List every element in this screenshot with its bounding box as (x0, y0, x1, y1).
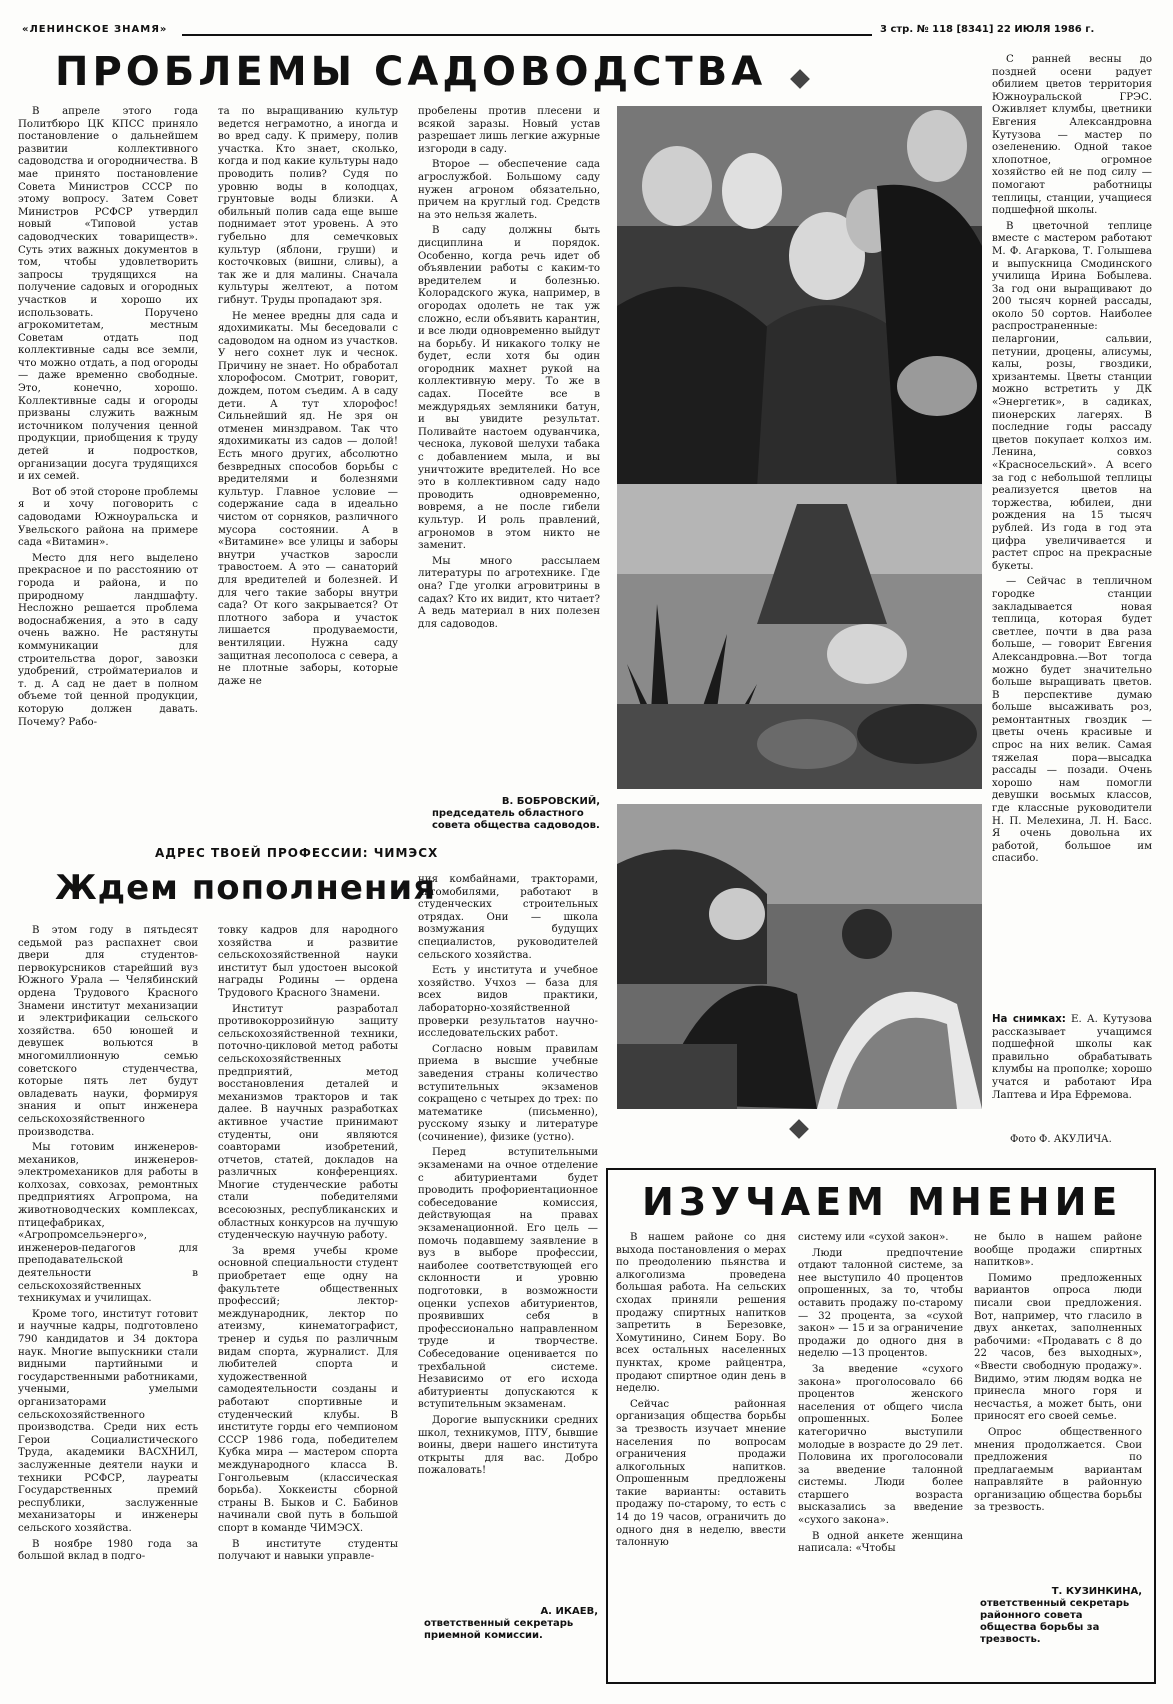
paragraph: Есть у института и учебное хозяйство. Учхоз — база для всех видов практики, лабораторно-хозяйственной проверки результатов научно-исследовательских работ. (418, 965, 598, 1040)
article2-column-2 (218, 925, 398, 1690)
paragraph: За введение «сухого закона» проголосовало 66 процентов женского населения от общего числа опрошенных. Более категорично выступили молодые в возрасте до 29 лет. Половина их проголосовали за введение талонной системы. Люди более старшего возраста высказались за введение «сухого закона». (798, 1363, 963, 1527)
article1-column-1 (18, 106, 198, 836)
article3-text (992, 54, 1152, 1014)
paragraph: В нашем районе со дня выхода постановления о мерах по преодолению пьянства и алкоголизма проведена большая работа. На сельских сходах приняли решения продажу спиртных напитков запретить в Березовке, Хомутинино, Синем Бору. Во всех остальных населенных пунктах, кроме райцентра, продают спиртное один день в неделю. (616, 1232, 786, 1395)
paragraph: Место для него выделено прекрасное и по расстоянию от города и района, и по природному ландшафту. Несложно решается проблема водоснабжения, а это в саду очень важно. Не растянуты коммуникации для строительства дорог, завозки удобрений, стройматериалов и т. д. А сад не дает в полном объеме той ценной продукции, которую должен давать. Почему? Рабо- (18, 552, 198, 728)
paragraph: С ранней весны до поздней осени радует обилием цветов территория Южноуральской ГРЭС. Оживляет клумбы, цветники Евгения Александровна Кутузова — мастер по озеленению. Одной такое хлопотное, огромное хозяйство ей не под силу — помогают работницы теплицы, станции, учащиеся подшефной школы. (992, 54, 1152, 217)
paragraph: Институт разработал противокоррозийную защиту сельскохозяйственной техники, поточно-цикловой метод работы сельскохозяйственных предприятий, метод восстановления деталей и механизмов тракторов и так далее. В научных разработках активное участие принимают студенты, они являются соавторами изобретений, отчетов, статей, докладов на различных конференциях. Многие студенческие работы стали победителями всесоюзных, республиканских и областных конкурсов на лучшую студенческую научную работу. (218, 1003, 398, 1242)
paragraph: Вот об этой стороне проблемы я и хочу поговорить с садоводами Южноуральска и Увельского района на примере сада «Витамин». (18, 486, 198, 549)
paragraph: не было в нашем районе вообще продажи спиртных напитков». (974, 1232, 1142, 1269)
article2-rubric: АДРЕС ТВОЕЙ ПРОФЕССИИ: ЧИМЭСХ (155, 846, 439, 860)
article-title: ПРОБЛЕМЫ САДОВОДСТВА (55, 49, 767, 95)
article1-signature (418, 796, 600, 832)
paragraph: товку кадров для народного хозяйства и развитие сельскохозяйственной науки институт был удостоен высокой награды Родины — ордена Трудового Красного Знамени. (218, 925, 398, 999)
paragraph: Второе — обеспечение сада агрослужбой. Большому саду нужен агроном обязательно, причем на круглый год. Средств на это нельзя жалеть. (418, 159, 600, 221)
students-with-teacher-photo (617, 106, 982, 488)
photo-credit: Фото Ф. АКУЛИЧА. (1010, 1134, 1112, 1145)
paragraph: Опрос общественного мнения продолжается. Свои предложения по предлагаемым вариантам направляйте в районную организацию общества борьбы за трезвость. (974, 1426, 1142, 1514)
article1-column-3 (418, 106, 600, 796)
signature-role: ответственный секретарь приемной комиссии. (424, 1618, 574, 1641)
paragraph: В цветочной теплице вместе с мастером работают М. Ф. Агаркова, Т. Голышева и выпускница Смодинского училища Ирина Бобылева. За год они выращивают до 200 тысяч корней рассады, около 50 сортов. Наиболее распространенные: пеларгонии, сальвии, петунии, дроцены, алисумы, калы, розы, гвоздики, хризантемы. Цветы станции можно встретить у ДК «Энергетик», в садиках, пионерских лагерях. В последние годы рассаду цветов покупает колхоз им. Ленина, совхоз «Красносельский». А всего за год с небольшой теплицы реализуется цветов на торжества, юбилеи, дни рождения на 15 тысяч рублей. Из года в год эта цифра увеличивается и растет спрос на прекрасные букеты. (992, 220, 1152, 572)
caption-text: Е. А. Кутузова рассказывает учащимся подшефной школы как правильно обрабатывать клумбы на прополке; хорошо учатся и работают Ира Лаптева и Ира Ефремова. (992, 1014, 1152, 1101)
article4-column-3 (974, 1232, 1142, 1582)
article4-column-1 (616, 1232, 786, 1672)
signature-role: председатель областного совета общества садоводов. (432, 808, 600, 831)
article2-title: Ждем пополнения (55, 868, 437, 908)
paragraph: Перед вступительными экзаменами на очное отделение с абитуриентами будет проводить профориентационное собеседование комиссия, действующая на правах экзаменационной. Его цель — помочь подавшему заявление в вуз в выборе профессии, наиболее соответствующей его склонности и уровню подготовки, в возможности оценки успехов абитуриентов, проявивших себя в профессионально направленном труде и творчестве. Собеседование оценивается по трехбальной системе. Независимо от его исхода абитуриенты допускаются к вступительным экзаменам. (418, 1147, 598, 1411)
paragraph: Помимо предложенных вариантов опроса люди писали свои предложения. Вот, например, что гласило в двух анкетах, заполненных рабочими: «Продавать с 8 до 22 часов, без выходных», «Ввести свободную продажу». Видимо, этим людям водка не принесла много горя и несчастья, а может быть, они приносят его своей семье. (974, 1272, 1142, 1423)
paragraph: Дорогие выпускники средних школ, техникумов, ПТУ, бывшие воины, двери нашего института открыты для вас. Добро пожаловать! (418, 1414, 598, 1477)
paragraph: В этом году в пятьдесят седьмой раз распахнет свои двери для студентов-первокурсников старейший вуз Южного Урала — Челябинский ордена Трудового Красного Знамени институт механизации и электрификации сельского хозяйства. 650 юношей и девушек вольются в многомиллионную семью советского студенчества, которые пять лет будут овладевать науки, формируя знания и опыт инженера сельскохозяйственного производства. (18, 925, 198, 1138)
paragraph: Мы много рассылаем литературы по агротехнике. Где она? Где уголки агровитрины в садах? Кто их видит, кто читает? А ведь материал в них полезен для садоводов. (418, 555, 600, 630)
paragraph: Кроме того, институт готовит и научные кадры, подготовлено 790 кандидатов и 34 доктора наук. Многие выпускники стали видными партийными и государственными работниками, учеными, умелыми организаторами сельскохозяйственного производства. Среди них есть Герои Социалистического Труда, академики ВАСХНИЛ, заслуженные деятели науки и техники РСФСР, лауреаты Государственных премий республики, заслуженные механизаторы и инженеры сельского хозяйства. (18, 1308, 198, 1534)
article1-column-2 (218, 106, 398, 836)
signature-role: ответственный секретарь районного совета общества борьбы за трезвость. (980, 1598, 1130, 1645)
header-rule (182, 34, 872, 36)
article2-column-3 (418, 874, 598, 1602)
paragraph: систему или «сухой закон». (798, 1232, 949, 1243)
photo-caption (992, 1014, 1152, 1110)
article4-box (606, 1168, 1156, 1684)
paragraph: ния комбайнами, тракторами, автомобилями, работают в студенческих строительных отрядах. Они — школа возмужания будущих специалистов, руководителей сельского хозяйства. (418, 874, 598, 961)
paragraph: В одной анкете женщина написала: «Чтобы (798, 1530, 963, 1555)
paragraph: — Сейчас в тепличном городке станции закладывается новая теплица, которая будет светлее, почти в два раза больше, — говорит Евгения Александровна.—Вот тогда можно будет значительно больше выращивать цветов. В перспективе думаю больше высаживать роз, ремонтантных гвоздик — цветы очень красивые и спрос на них велик. Самая тяжелая пора—высадка рассады — позади. Очень хорошо нам помогли девушки восьмых классов, где классные руководители Н. П. Мелехина, Л. Н. Басс. Я очень довольна их работой, большое им спасибо. (992, 576, 1152, 865)
newspaper-name: «ЛЕНИНСКОЕ ЗНАМЯ» (22, 24, 168, 35)
paragraph: Люди предпочтение отдают талонной системе, за нее выступило 40 процентов опрошенных, за то, чтобы оставить продажу по-старому — 32 процента, за «сухой закон» — 15 и за ограничение продажи до одного дня в неделю —13 процентов. (798, 1247, 963, 1360)
paragraph: Согласно новым правилам приема в высшие учебные заведения страны количество вступительных экзаменов сокращено с четырех до трех: по математике (письменно), русскому языку и литературе (сочинение), физике (устно). (418, 1043, 598, 1143)
article4-title: ИЗУЧАЕМ МНЕНИЕ (642, 1180, 1123, 1224)
paragraph: та по выращиванию культур ведется неграмотно, а иногда и во вред саду. К примеру, полив участка. Кто знает, сколько, когда и под какие культуры надо проводить полив? Судя по уровню воды в колодцах, грунтовые воды близки. А обильный полив сада еще выше поднимает этот уровень. А это губельно для семечковых культур (яблони, груши) и косточковых (вишни, сливы), а так же и для малины. Сначала культуры желтеют, а потом гибнут. Труды пропадают зря. (218, 106, 398, 306)
paragraph: Не менее вредны для сада и ядохимикаты. Мы беседовали с садоводом на одном из участков. У него сохнет лук и чеснок. Причину не знает. Но обработал хлорофосом. Смотрит, говорит, дождем, потом съедим. А в саду дети. А тут хлорофос! Сильнейший яд. Не зря он отменен минздравом. Так что ядохимикаты из садов — долой! Есть много других, абсолютно безвредных способов борьбы с вредителями и болезнями культур. Главное условие — содержание сада в идеально чистом от сорняков, различного мусора состоянии. А в «Витамине» все улицы и заборы внутри участков заросли травостоем. А это — санаторий для вредителей и болезней. И для чего такие заборы внутри сада? От кого закрывается? От плотного забора и участок лишается продуваемости, вентиляции. Нужна саду защитная лесополоса с севера, а не плотные заборы, которые даже не (218, 310, 398, 687)
signature-name: А. ИКАЕВ, (540, 1606, 598, 1617)
signature-name: Т. КУЗИНКИНА, (1051, 1586, 1142, 1597)
issue-info: 3 стр. № 118 [8341] 22 ИЮЛЯ 1986 г. (880, 24, 1095, 35)
article4-signature (974, 1586, 1142, 1646)
paragraph: В ноябре 1980 года за большой вклад в подго- (18, 1538, 198, 1563)
garden-plants-photo (617, 484, 982, 789)
article4-column-2 (798, 1232, 963, 1672)
paragraph: В институте студенты получают и навыки управле- (218, 1538, 398, 1563)
paragraph: За время учебы кроме основной специальности студент приобретает еще одну на факультете общественных профессий; лектор-международник, лектор по атеизму, кинематографист, тренер и судья по различным видам спорта, журналист. Для любителей спорта и художественной самодеятельности созданы и работают спортивные и студенческий клубы. В институте горды его чемпионом СССР 1986 года, победителем Кубка мира — мастером спорта международного класса В. Гонгольевым (классическая борьба). Хоккеисты сборной страны В. Быков и С. Бабинов начинали свой путь в большой спорт в команде ЧИМЭСХ. (218, 1245, 398, 1534)
paragraph: пробелены против плесени и всякой заразы. Новый устав разрешает лишь легкие ажурные изгороди в саду. (418, 106, 600, 155)
students-weeding-photo (617, 804, 982, 1109)
article2-signature (418, 1606, 598, 1642)
ornament-diamond (789, 1119, 809, 1139)
paragraph: Сейчас районная организация общества борьбы за трезвость изучает мнение населения по вопросам ограничения продажи алкогольных напитков. Опрошенным предложены такие варианты: оставить продажу по-старому, то есть с 14 до 19 часов, ограничить до одного дня в неделю, ввести талонную (616, 1398, 786, 1549)
article2-column-1 (18, 925, 198, 1690)
ornament-diamond (790, 69, 810, 89)
paragraph: В саду должны быть дисциплина и порядок. Особенно, когда речь идет об объявлении работы с каким-то вредителем и болезнью. Колорадского жука, например, в огородах одолеть не так уж сложно, если объявить карантин, и все люди одновременно выйдут на борьбу. И никакого толку не будет, если хотя бы один огородник махнет рукой на коллективную меру. То же в садах. Посейте все в междурядьях земляники батун, и вы увидите результат. Поливайте настоем одуванчика, чеснока, луковой шелухи табака с добавлением мыла, и вы уничтожите вредителей. Но все это в коллективном саду надо проводить одновременно, вовремя, а не после гибели культур. И роль правлений, агрономов в этом никто не заменит. (418, 225, 600, 552)
caption-label: На снимках: (992, 1014, 1066, 1025)
signature-name: В. БОБРОВСКИЙ, (501, 796, 600, 807)
paragraph: Мы готовим инженеров-механиков, инженеров-электромехаников для работы в колхозах, совхозах, ремонтных предприятиях Агропрома, на животноводческих комплексах, птицефабриках, «Агропромсельэнерго», инженеров-педагогов для преподавательской деятельности в сельскохозяйственных техникумах и училищах. (18, 1142, 198, 1305)
paragraph: В апреле этого года Политбюро ЦК КПСС приняло постановление о дальнейшем развитии коллективного садоводства и огородничества. В мае принято постановление Совета Министров СССР по этому вопросу. Затем Совет Министров РСФСР утвердил новый «Типовой устав садоводческих товариществ». Суть этих важных документов в том, чтобы удовлетворить запросы трудящихся на получение садовых и огородных участков и хорошо их использовать. Поручено агрокомитетам, местным Советам отдать под коллективные сады все земли, что можно отдать, а под огороды — даже временно свободные. Это, конечно, хорошо. Коллективные сады и огороды призваны служить важным источником получения ценной продукции, приобщения к труду детей и подростков, организации досуга трудящихся и их семей. (18, 106, 198, 483)
